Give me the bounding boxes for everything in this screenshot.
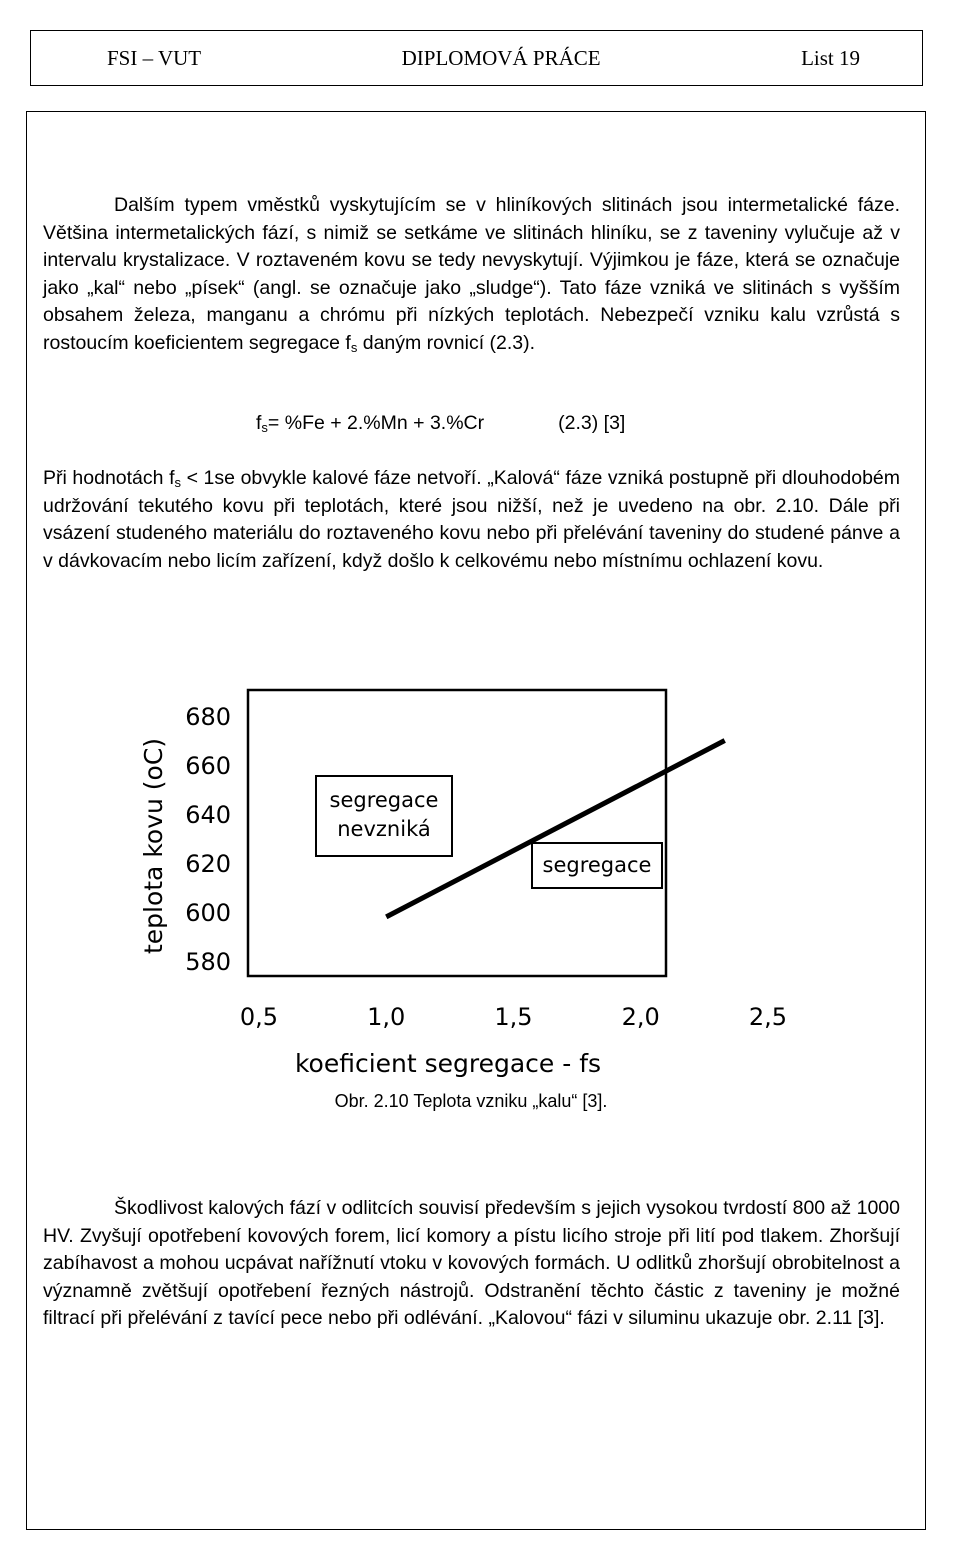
paragraph2-start: Při hodnotách f [43, 467, 175, 489]
y-tick-label: 660 [185, 752, 231, 780]
formula-lhs-sub: s [261, 420, 268, 435]
annotation-no-segregation-text: segregace [329, 788, 439, 812]
equation-2-3 [256, 409, 625, 437]
paragraph2-sub: s [174, 475, 181, 490]
chart-svg [130, 680, 788, 1090]
plot-frame [248, 690, 666, 976]
formula-rhs: = %Fe + 2.%Mn + 3.%Cr [267, 412, 485, 434]
y-tick-label: 640 [185, 801, 231, 829]
page-header [30, 30, 923, 86]
sludge-temperature-chart [130, 680, 788, 1090]
paragraph1-end: daným rovnicí (2.3). [357, 331, 536, 354]
y-tick-label: 680 [185, 703, 231, 731]
y-tick-label: 600 [185, 899, 231, 927]
figure-caption: Obr. 2.10 Teplota vzniku „kalu“ [3]. [334, 1091, 608, 1111]
x-tick-label: 1,0 [367, 1003, 406, 1031]
x-tick-label: 0,5 [239, 1003, 279, 1031]
x-tick-label: 2,5 [748, 1003, 788, 1031]
x-tick-label: 1,5 [494, 1003, 533, 1031]
header-right: List 19 [801, 45, 860, 70]
paragraph3-text: Škodlivost kalových fází v odlitcích souvisí především s jejich vysokou tvrdostí 800 až 1000 HV. Zvyšují opotřebení kovových forem, licí komory a pístu licího stroje při lití pod tlakem. Zhoršují zabíhavost a mohou ucpávat nařížnutí vtoku v kovových formách. U odlitků zhoršují obrobitelnost a významně zvětšují opotřebení řezných nástrojů. Odstranění těchto částic z taveniny je možné filtrací při přelévání z tavící pece nebo při odlévání. „Kalovou“ fázi v siluminu ukazuje obr. 2.11 [3]. [43, 1197, 900, 1330]
y-tick-label: 580 [185, 948, 231, 976]
header-left: FSI – VUT [107, 45, 202, 70]
paragraph-sludge-harm [43, 1195, 900, 1333]
paragraph-intermetallic [43, 192, 900, 358]
paragraph1-text: Dalším typem vměstků vyskytujícím se v hliníkových slitinách jsou intermetalické fáze. Většina intermetalických fází, s nimiž se setkáme ve slitinách hliníku, se z taveniny vylučuje až v intervalu krystalizace. V roztaveném kovu se tedy nevyskytují. Výjimkou je fáze, která se označuje jako „kal“ nebo „písek“ (angl. se označuje jako „sludge“). Tato fáze vzniká ve slitinách s vyšším obsahem železa, manganu a chrómu při nízkých teplotách. Nebezpečí vzniku kalu vzrůstá s rostoucím koeficientem segregace f [43, 194, 900, 354]
formula-lhs: f [256, 412, 262, 434]
x-axis-label: koeficient segregace - fs [294, 1049, 602, 1078]
header-center: DIPLOMOVÁ PRÁCE [401, 45, 601, 70]
annotation-segregation-text: segregace [542, 853, 652, 877]
x-tick-label: 2,0 [621, 1003, 660, 1031]
y-axis-label: teplota kovu (oC) [139, 737, 168, 955]
formula-reference: (2.3) [3] [558, 412, 626, 434]
y-tick-label: 620 [185, 850, 231, 878]
paragraph-sludge-formation [43, 465, 900, 575]
paragraph1-sub: s [350, 339, 358, 355]
annotation-no-segregation-text: nevzniká [337, 817, 431, 841]
paragraph2-rest: < 1se obvykle kalové fáze netvoří. „Kalová“ fáze vzniká postupně při dlouhodobém udržování tekutého kovu při teplotách, které jsou nižší, než je uvedeno na obr. 2.10. Dále při vsázení studeného materiálu do roztaveného kovu nebo při přelévání taveniny do studené pánve a v dávkovacím nebo licím zařízení, když došlo k celkovému nebo místnímu ochlazení kovu. [43, 467, 900, 572]
